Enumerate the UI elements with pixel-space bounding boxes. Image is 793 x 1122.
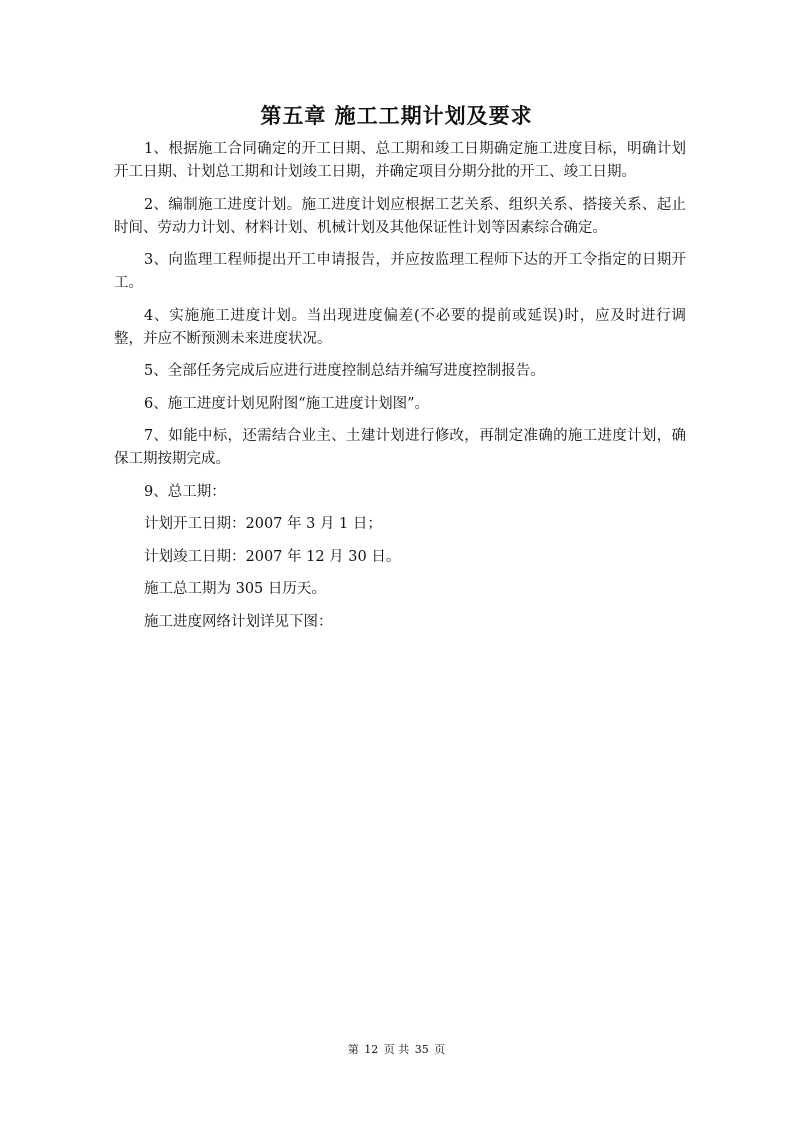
planned-start-date: 计划开工日期：2007 年 3 月 1 日； bbox=[144, 516, 382, 532]
total-duration-heading: 9、总工期： bbox=[144, 483, 226, 500]
footer-page-number: 12 bbox=[364, 1043, 379, 1056]
footer-prefix: 第 bbox=[347, 1043, 359, 1056]
paragraph-4: 4、实施施工进度计划。当出现进度偏差(不必要的提前或延误)时，应及时进行调整，并应不断预测未来进度状况。 bbox=[114, 307, 686, 347]
footer-middle: 页 共 bbox=[383, 1043, 410, 1056]
paragraph-6: 6、施工进度计划见附图“施工进度计划图”。 bbox=[144, 395, 430, 412]
total-construction-days: 施工总工期为 305 日历天。 bbox=[144, 581, 326, 597]
paragraph-5: 5、全部任务完成后应进行进度控制总结并编写进度控制报告。 bbox=[144, 363, 545, 379]
paragraph-1: 1、根据施工合同确定的开工日期、总工期和竣工日期确定施工进度目标，明确计划开工日期、计划总工期和计划竣工日期，并确定项目分期分批的开工、竣工日期。 bbox=[114, 141, 686, 180]
document-body bbox=[114, 138, 686, 643]
page-footer bbox=[0, 1041, 793, 1057]
footer-suffix: 页 bbox=[434, 1043, 446, 1056]
planned-completion-date: 计划竣工日期：2007 年 12 月 30 日。 bbox=[144, 548, 401, 565]
paragraph-2: 2、编制施工进度计划。施工进度计划应根据工艺关系、组织关系、搭接关系、起止时间、劳动力计划、材料计划、机械计划及其他保证性计划等因素综合确定。 bbox=[114, 196, 686, 236]
footer-total-pages: 35 bbox=[414, 1043, 429, 1056]
chapter-title: 第五章 施工工期计划及要求 bbox=[260, 104, 533, 128]
paragraph-7: 7、如能中标，还需结合业主、土建计划进行修改，再制定准确的施工进度计划，确保工期按期完成。 bbox=[114, 428, 686, 467]
network-plan-note: 施工进度网络计划详见下图： bbox=[144, 613, 333, 630]
paragraph-3: 3、向监理工程师提出开工申请报告，并应按监理工程师下达的开工令指定的日期开工。 bbox=[114, 252, 686, 291]
